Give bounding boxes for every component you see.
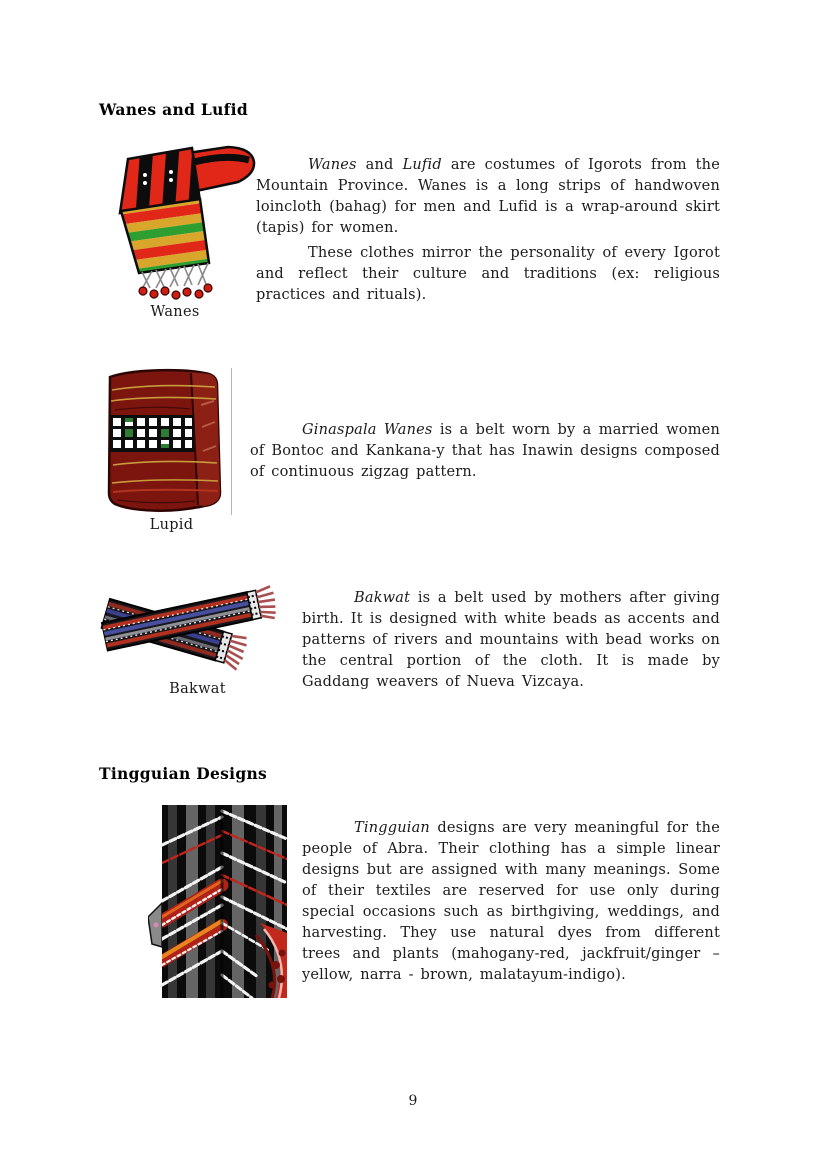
tingguian-figure [148,805,288,998]
paragraph-wanes-lufid [256,155,720,239]
text-run: is a belt used by mothers after giving birth. It is designed with white beads as accents and patterns of rivers and mountains with bead works on the central portion of the cloth. It is made by Gaddang weavers of Nueva Vizcaya. [302,590,720,690]
paragraph-tingguian [302,818,720,986]
text-run: are costumes of Igorots from the Mountain Province. Wanes is a long strips of handwoven loincloth (bahag) for men and Lufid is a wrap-around skirt (tapis) for women. [256,157,721,236]
wanes-figure [112,141,264,303]
text-run: is a belt worn by a married women of Bontoc and Kankana-y that has Inawin designs composed of continuous zigzag pattern. [250,422,720,480]
paragraph-bakwat [302,588,720,693]
wanes-figure-caption: Wanes [150,304,200,320]
italic-term-bakwat: Bakwat [354,590,411,606]
section-heading-wanes-and-lufid: Wanes and Lufid [99,100,248,119]
ginaspala-text-block [250,420,720,483]
lupid-figure-caption: Lupid [149,517,194,533]
italic-term-wanes: Wanes [308,157,357,173]
paragraph-igorot-culture: These clothes mirror the personality of every Igorot and reflect their culture and traditions (ex: religious practices and rituals). [256,245,720,303]
text-run: designs are very meaningful for the people of Abra. Their clothing has a simple linear designs but are assigned with many meanings. Some of their textiles are reserved for use only during special occasions such as birthgiving, weddings, and harvesting. They use natural dyes from different trees and plants (mahogany-red, jackfruit/ginger – yellow, narra - brown, malatayum-indigo). [302,820,720,983]
figure-divider-line [231,368,232,515]
lupid-figure [95,365,230,515]
bakwat-figure-caption: Bakwat [169,681,226,697]
bakwat-text-block [302,588,720,693]
bakwat-figure [98,577,288,682]
page-number: 9 [408,1093,418,1109]
bakwat-belt-illustration-icon [98,577,288,682]
text-run: and [356,157,403,173]
italic-term-lufid: Lufid [402,157,442,173]
wanes-textile-illustration-icon [112,141,264,303]
tingguian-textile-illustration-icon [148,805,288,998]
paragraph-ginaspala-wanes [250,420,720,483]
italic-term-ginaspala-wanes: Ginaspala Wanes [302,422,433,438]
section-heading-tingguian-designs: Tingguian Designs [99,764,268,783]
lupid-belt-illustration-icon [95,365,230,515]
italic-term-tingguian: Tingguian [354,820,430,836]
tingguian-text-block [302,818,720,986]
wanes-text-block [256,155,720,306]
